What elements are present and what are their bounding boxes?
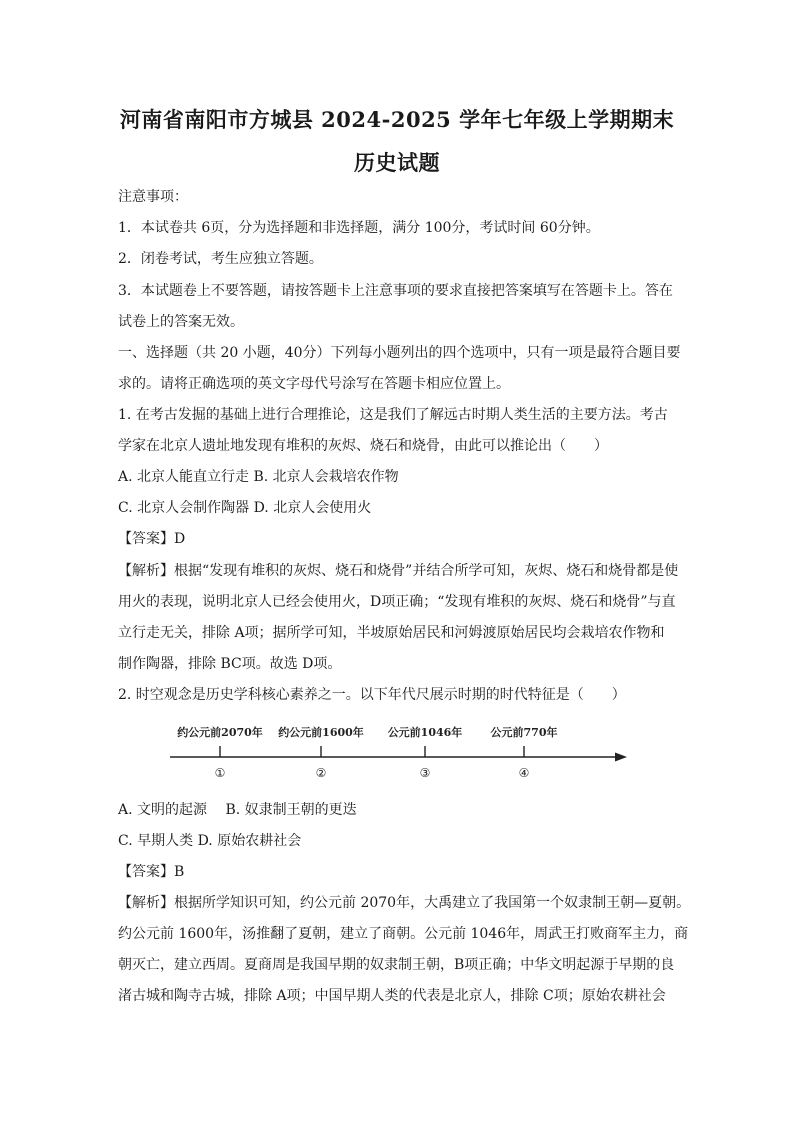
timeline-label-2: 约公元前1600年 bbox=[278, 726, 364, 739]
notes-item-2: 2．闭卷考试，考生应独立答题。 bbox=[118, 251, 323, 267]
section-1-instructions-line-2: 求的。请将正确选项的英文字母代号涂写在答题卡相应位置上。 bbox=[118, 376, 510, 392]
exam-subtitle: 历史试题 bbox=[354, 150, 440, 175]
q1-options-line-1: A. 北京人能直立行走 B. 北京人会栽培农作物 bbox=[118, 469, 399, 485]
notes-heading: 注意事项： bbox=[118, 189, 188, 205]
q2-explanation-line-3: 朝灭亡，建立西周。夏商周是我国早期的奴隶制王朝，B项正确；中华文明起源于早期的良 bbox=[118, 957, 675, 973]
exam-title: 河南省南阳市方城县 2024-2025 学年七年级上学期期末 bbox=[119, 107, 675, 132]
timeline-number-4: ④ bbox=[518, 766, 530, 780]
timeline-number-2: ② bbox=[315, 766, 327, 780]
q1-answer: 【答案】D bbox=[118, 531, 186, 547]
q2-stem: 2. 时空观念是历史学科核心素养之一。以下年代尺展示时期的时代特征是（ ） bbox=[118, 687, 626, 703]
timeline-svg bbox=[165, 718, 635, 784]
section-1-instructions-line-1: 一、选择题（共 20 小题，40分）下列每小题列出的四个选项中，只有一项是最符合题目要 bbox=[118, 345, 681, 361]
q1-explanation-line-1: 【解析】根据“发现有堆积的灰烬、烧石和烧骨”并结合所学可知，灰烬、烧石和烧骨都是使 bbox=[118, 563, 679, 579]
q1-options-line-2: C. 北京人会制作陶器 D. 北京人会使用火 bbox=[118, 500, 372, 516]
timeline-number-3: ③ bbox=[419, 766, 431, 780]
q1-stem-line-1: 1. 在考古发掘的基础上进行合理推论，这是我们了解远古时期人类生活的主要方法。考古 bbox=[118, 407, 668, 423]
q2-explanation-line-4: 渚古城和陶寺古城，排除 A项；中国早期人类的代表是北京人，排除 C项；原始农耕社会 bbox=[118, 988, 666, 1004]
timeline-label-1: 约公元前2070年 bbox=[177, 726, 263, 739]
q2-answer: 【答案】B bbox=[118, 864, 185, 880]
notes-item-3-line-2: 试卷上的答案无效。 bbox=[118, 314, 244, 330]
q1-explanation-line-4: 制作陶器，排除 BC项。故选 D项。 bbox=[118, 656, 342, 672]
q1-stem-line-2: 学家在北京人遗址地发现有堆积的灰烬、烧石和烧骨，由此可以推论出（ ） bbox=[118, 438, 608, 454]
q2-options-line-2: C. 早期人类 D. 原始农耕社会 bbox=[118, 833, 302, 849]
q2-explanation-line-2: 约公元前 1600年，汤推翻了夏朝，建立了商朝。公元前 1046年，周武王打败商军主力，商 bbox=[118, 926, 689, 942]
timeline-arrow bbox=[615, 753, 627, 762]
notes-item-1: 1．本试卷共 6页，分为选择题和非选择题，满分 100分，考试时间 60分钟。 bbox=[118, 220, 600, 236]
q2-options-line-1: A. 文明的起源 B. 奴隶制王朝的更迭 bbox=[118, 802, 357, 818]
timeline-figure bbox=[165, 718, 635, 784]
timeline-label-4: 公元前770年 bbox=[490, 726, 558, 739]
timeline-label-3: 公元前1046年 bbox=[387, 726, 463, 739]
notes-item-3-line-1: 3．本试题卷上不要答题，请按答题卡上注意事项的要求直接把答案填写在答题卡上。答在 bbox=[118, 283, 673, 299]
q2-explanation-line-1: 【解析】根据所学知识可知，约公元前 2070年，大禹建立了我国第一个奴隶制王朝—夏朝。 bbox=[118, 895, 691, 911]
q1-explanation-line-3: 立行走无关，排除 A项；据所学可知，半坡原始居民和河姆渡原始居民均会栽培农作物和 bbox=[118, 625, 665, 641]
timeline-number-1: ① bbox=[214, 766, 226, 780]
q1-explanation-line-2: 用火的表现，说明北京人已经会使用火，D项正确；“发现有堆积的灰烬、烧石和烧骨”与直 bbox=[118, 594, 676, 610]
